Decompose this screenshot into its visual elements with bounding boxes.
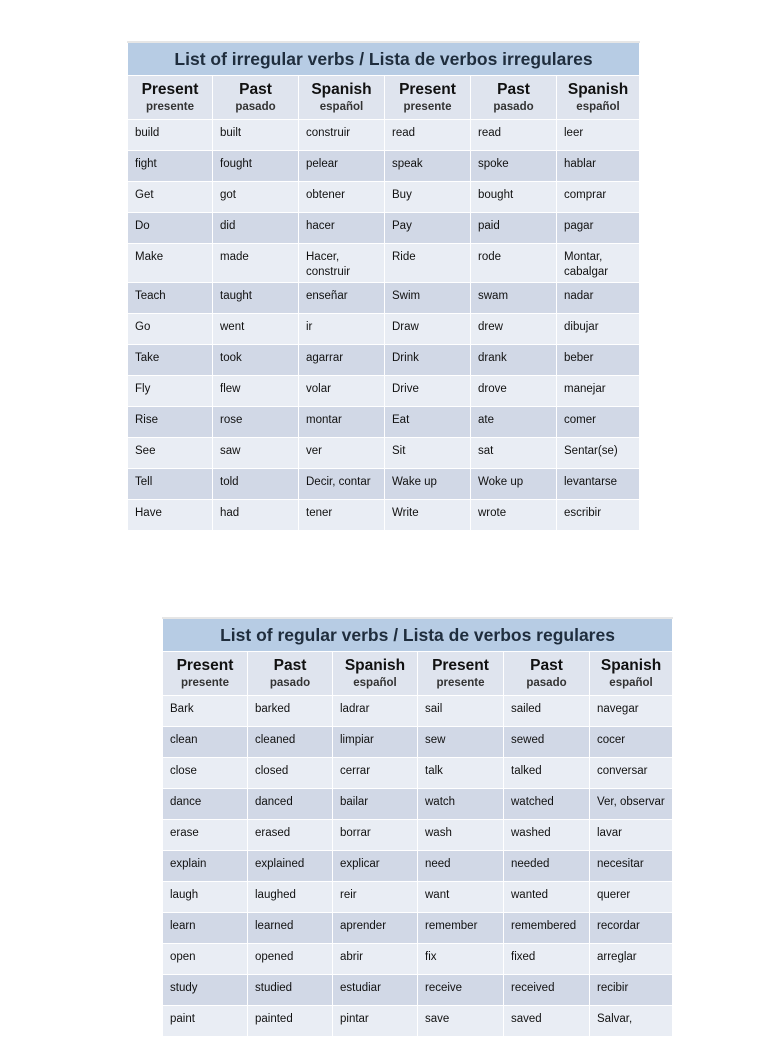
table-cell: Have (128, 500, 213, 531)
table-cell: recordar (590, 913, 673, 944)
table-cell: Tell (128, 469, 213, 500)
header-label: Present (141, 80, 199, 98)
table-cell: beber (557, 345, 640, 376)
table-cell: explain (163, 851, 248, 882)
table-cell: watched (504, 789, 590, 820)
table-cell: build (128, 120, 213, 151)
table-cell: learned (248, 913, 333, 944)
table-cell: Bark (163, 696, 248, 727)
table-cell: enseñar (299, 283, 385, 314)
table-cell: flew (213, 376, 299, 407)
column-header (333, 652, 418, 696)
table-cell: want (418, 882, 504, 913)
table-row (128, 376, 640, 407)
table-cell: wrote (471, 500, 557, 531)
column-header (299, 76, 385, 120)
table-cell: washed (504, 820, 590, 851)
table-cell: pagar (557, 213, 640, 244)
table-cell: leer (557, 120, 640, 151)
table-row (128, 151, 640, 182)
column-header (213, 76, 299, 120)
header-label: Past (497, 80, 530, 98)
table-cell: Hacer, construir (299, 244, 385, 283)
table-cell: Teach (128, 283, 213, 314)
regular-verbs-table (162, 617, 673, 1037)
table-cell: explained (248, 851, 333, 882)
header-sublabel: español (353, 676, 397, 689)
table-cell: rode (471, 244, 557, 283)
table-cell: needed (504, 851, 590, 882)
table-cell: laugh (163, 882, 248, 913)
table-cell: need (418, 851, 504, 882)
column-header (557, 76, 640, 120)
table-cell: Pay (385, 213, 471, 244)
table-cell: recibir (590, 975, 673, 1006)
table-cell: drove (471, 376, 557, 407)
header-sublabel: pasado (493, 100, 534, 113)
table-cell: Montar, cabalgar (557, 244, 640, 283)
table-cell: Drink (385, 345, 471, 376)
table-cell: clean (163, 727, 248, 758)
header-label: Present (176, 656, 234, 674)
header-sublabel: pasado (269, 676, 311, 689)
table-cell: hablar (557, 151, 640, 182)
table-cell: drew (471, 314, 557, 345)
table-cell: remembered (504, 913, 590, 944)
table-cell: read (471, 120, 557, 151)
header-label: Spanish (311, 80, 372, 98)
table-row (163, 975, 673, 1006)
table-cell: limpiar (333, 727, 418, 758)
table-cell: painted (248, 1006, 333, 1037)
table-cell: comer (557, 407, 640, 438)
table-row (128, 244, 640, 283)
table-row (163, 758, 673, 789)
table-cell: rose (213, 407, 299, 438)
irregular-table-body (128, 120, 640, 531)
table-cell: talked (504, 758, 590, 789)
table-cell: volar (299, 376, 385, 407)
table-cell: Eat (385, 407, 471, 438)
table-cell: saw (213, 438, 299, 469)
table-cell: construir (299, 120, 385, 151)
table-row (128, 120, 640, 151)
table-row (128, 469, 640, 500)
table-cell: pelear (299, 151, 385, 182)
table-cell: Ver, observar (590, 789, 673, 820)
table-cell: conversar (590, 758, 673, 789)
table-cell: Woke up (471, 469, 557, 500)
table-cell: did (213, 213, 299, 244)
table-row (128, 500, 640, 531)
irregular-verbs-table (127, 41, 640, 531)
header-sublabel: pasado (235, 100, 276, 113)
table-cell: arreglar (590, 944, 673, 975)
header-sublabel: presente (436, 676, 485, 689)
table-cell: Swim (385, 283, 471, 314)
table-row (163, 727, 673, 758)
table-cell: fight (128, 151, 213, 182)
table-cell: saved (504, 1006, 590, 1037)
column-header (418, 652, 504, 696)
table-cell: read (385, 120, 471, 151)
table-cell: dance (163, 789, 248, 820)
table-cell: danced (248, 789, 333, 820)
header-sublabel: español (576, 100, 620, 113)
header-label: Spanish (344, 656, 406, 674)
table-cell: studied (248, 975, 333, 1006)
table-cell: wash (418, 820, 504, 851)
header-sublabel: presente (403, 100, 452, 113)
table-cell: took (213, 345, 299, 376)
table-cell: paint (163, 1006, 248, 1037)
column-header (128, 76, 213, 120)
table-cell: bought (471, 182, 557, 213)
header-sublabel: español (609, 676, 653, 689)
column-header (248, 652, 333, 696)
table-cell: talk (418, 758, 504, 789)
table-cell: taught (213, 283, 299, 314)
table-row (163, 789, 673, 820)
table-cell: receive (418, 975, 504, 1006)
table-cell: levantarse (557, 469, 640, 500)
table-row (128, 283, 640, 314)
table-cell: Get (128, 182, 213, 213)
table-cell: ladrar (333, 696, 418, 727)
table-row (128, 407, 640, 438)
table-cell: ir (299, 314, 385, 345)
column-header (504, 652, 590, 696)
header-sublabel: presente (146, 100, 194, 113)
table-cell: querer (590, 882, 673, 913)
table-row (163, 851, 673, 882)
table-cell: erase (163, 820, 248, 851)
table-cell: ver (299, 438, 385, 469)
column-header (590, 652, 673, 696)
table-cell: Sit (385, 438, 471, 469)
table-cell: swam (471, 283, 557, 314)
table-cell: cleaned (248, 727, 333, 758)
table-row (128, 182, 640, 213)
table-row (163, 882, 673, 913)
table-cell: sailed (504, 696, 590, 727)
header-sublabel: presente (181, 676, 229, 689)
table-cell: close (163, 758, 248, 789)
table-cell: opened (248, 944, 333, 975)
table-cell: went (213, 314, 299, 345)
table-cell: Decir, contar (299, 469, 385, 500)
header-label: Past (273, 656, 307, 674)
table-row (163, 1006, 673, 1037)
table-row (163, 913, 673, 944)
table-cell: ate (471, 407, 557, 438)
table-cell: had (213, 500, 299, 531)
table-cell: drank (471, 345, 557, 376)
table-cell: open (163, 944, 248, 975)
table-cell: Salvar, (590, 1006, 673, 1037)
table-cell: remember (418, 913, 504, 944)
table-cell: bailar (333, 789, 418, 820)
table-cell: speak (385, 151, 471, 182)
table-cell: comprar (557, 182, 640, 213)
table-row (128, 314, 640, 345)
table-cell: made (213, 244, 299, 283)
regular-table-body (163, 696, 673, 1037)
header-sublabel: pasado (526, 676, 567, 689)
table-cell: cocer (590, 727, 673, 758)
table-cell: Go (128, 314, 213, 345)
table-cell: sail (418, 696, 504, 727)
table-cell: Ride (385, 244, 471, 283)
table-cell: paid (471, 213, 557, 244)
table-cell: laughed (248, 882, 333, 913)
table-cell: Wake up (385, 469, 471, 500)
table-cell: Rise (128, 407, 213, 438)
table-row (163, 696, 673, 727)
table-cell: obtener (299, 182, 385, 213)
header-label: Spanish (600, 656, 662, 674)
table-cell: escribir (557, 500, 640, 531)
table-cell: montar (299, 407, 385, 438)
table-cell: navegar (590, 696, 673, 727)
column-header (385, 76, 471, 120)
table-cell: manejar (557, 376, 640, 407)
table-cell: cerrar (333, 758, 418, 789)
table-cell: got (213, 182, 299, 213)
header-label: Past (530, 656, 563, 674)
table-cell: explicar (333, 851, 418, 882)
table-cell: received (504, 975, 590, 1006)
table-cell: necesitar (590, 851, 673, 882)
table-cell: tener (299, 500, 385, 531)
table-cell: See (128, 438, 213, 469)
column-header (163, 652, 248, 696)
table-cell: nadar (557, 283, 640, 314)
table-cell: Buy (385, 182, 471, 213)
table-cell: fought (213, 151, 299, 182)
table-cell: save (418, 1006, 504, 1037)
header-label: Present (432, 656, 489, 674)
table-row (128, 345, 640, 376)
table-cell: agarrar (299, 345, 385, 376)
table-cell: barked (248, 696, 333, 727)
table-cell: learn (163, 913, 248, 944)
table-cell: fixed (504, 944, 590, 975)
table-row (128, 213, 640, 244)
table-row (128, 438, 640, 469)
table-cell: spoke (471, 151, 557, 182)
table-cell: sewed (504, 727, 590, 758)
table-cell: Write (385, 500, 471, 531)
table-cell: borrar (333, 820, 418, 851)
table-cell: pintar (333, 1006, 418, 1037)
header-label: Present (399, 80, 456, 98)
table-cell: Draw (385, 314, 471, 345)
table-cell: hacer (299, 213, 385, 244)
table-cell: Make (128, 244, 213, 283)
table-cell: estudiar (333, 975, 418, 1006)
table-cell: erased (248, 820, 333, 851)
table-cell: fix (418, 944, 504, 975)
header-label: Past (239, 80, 272, 98)
regular-table-title: List of regular verbs / Lista de verbos regulares (163, 618, 673, 652)
header-sublabel: español (319, 100, 364, 113)
table-cell: abrir (333, 944, 418, 975)
table-cell: Sentar(se) (557, 438, 640, 469)
header-label: Spanish (567, 80, 629, 98)
table-cell: wanted (504, 882, 590, 913)
irregular-table-title: List of irregular verbs / Lista de verbos irregulares (128, 42, 640, 76)
table-cell: sew (418, 727, 504, 758)
table-row (163, 944, 673, 975)
table-cell: aprender (333, 913, 418, 944)
table-cell: told (213, 469, 299, 500)
table-cell: Do (128, 213, 213, 244)
table-cell: lavar (590, 820, 673, 851)
table-cell: built (213, 120, 299, 151)
table-cell: dibujar (557, 314, 640, 345)
table-cell: Take (128, 345, 213, 376)
table-cell: Fly (128, 376, 213, 407)
table-cell: watch (418, 789, 504, 820)
table-cell: Drive (385, 376, 471, 407)
table-cell: reir (333, 882, 418, 913)
table-cell: closed (248, 758, 333, 789)
table-cell: study (163, 975, 248, 1006)
table-row (163, 820, 673, 851)
column-header (471, 76, 557, 120)
table-cell: sat (471, 438, 557, 469)
